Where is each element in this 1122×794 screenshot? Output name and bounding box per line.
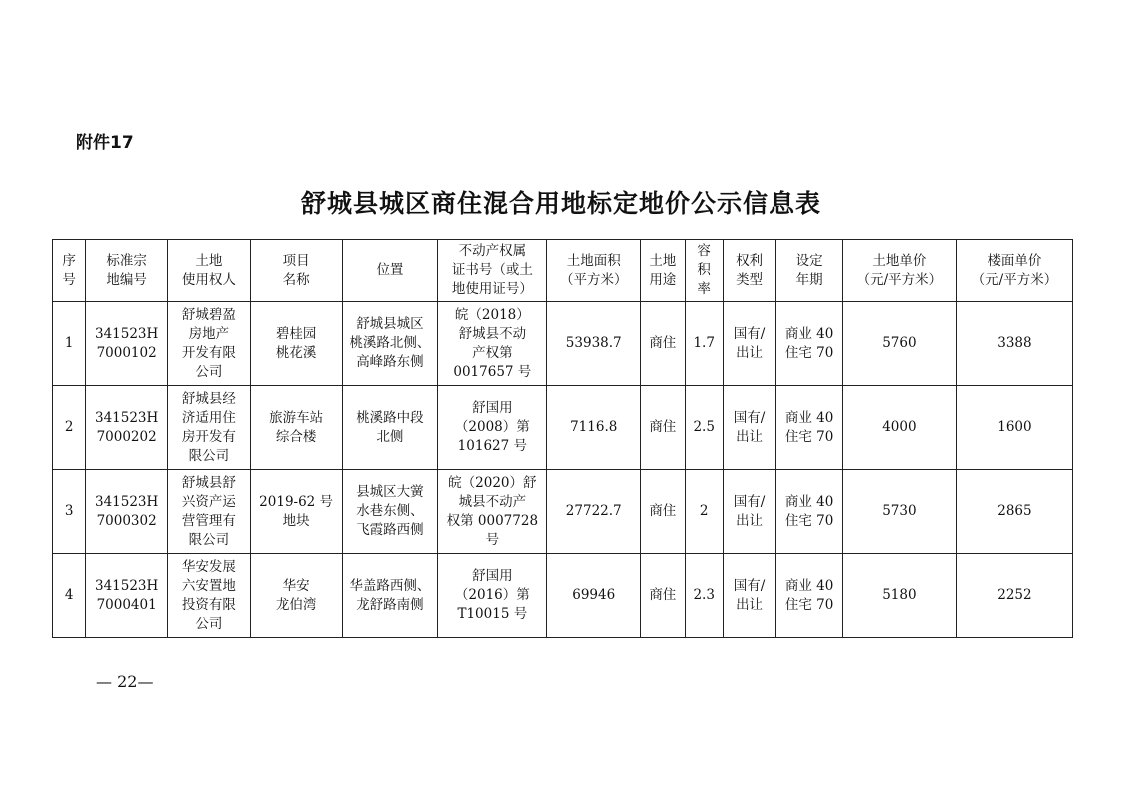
cell-land-price: 5180 <box>842 554 956 638</box>
cell-floor-price: 2865 <box>956 470 1072 554</box>
cell-location: 桃溪路中段 北侧 <box>342 386 438 470</box>
cell-seq: 2 <box>53 386 86 470</box>
cell-owner: 舒城县舒 兴资产运 营管理有 限公司 <box>168 470 251 554</box>
cell-far: 2.3 <box>685 554 723 638</box>
cell-project: 旅游车站 综合楼 <box>250 386 342 470</box>
header-code: 标准宗 地编号 <box>86 240 168 302</box>
cell-term: 商业 40 住宅 70 <box>776 386 843 470</box>
page-title: 舒城县城区商住混合用地标定地价公示信息表 <box>300 189 821 218</box>
cell-right-type: 国有/ 出让 <box>723 470 775 554</box>
header-owner: 土地 使用权人 <box>168 240 251 302</box>
cell-floor-price: 1600 <box>956 386 1072 470</box>
header-use: 土地 用途 <box>641 240 685 302</box>
cell-cert: 皖（2018） 舒城县不动 产权第 0017657 号 <box>438 302 547 386</box>
cell-cert: 舒国用 （2008）第 101627 号 <box>438 386 547 470</box>
header-term: 设定 年期 <box>776 240 843 302</box>
header-cert: 不动产权属 证书号（或土 地使用证号） <box>438 240 547 302</box>
header-far: 容 积 率 <box>685 240 723 302</box>
cell-area: 27722.7 <box>547 470 641 554</box>
cell-code: 341523H 7000302 <box>86 470 168 554</box>
cell-cert: 舒国用 （2016）第 T10015 号 <box>438 554 547 638</box>
cell-location: 县城区大黉 水巷东侧、 飞霞路西侧 <box>342 470 438 554</box>
cell-term: 商业 40 住宅 70 <box>776 554 843 638</box>
cell-location: 舒城县城区 桃溪路北侧、 高峰路东侧 <box>342 302 438 386</box>
cell-owner: 华安发展 六安置地 投资有限 公司 <box>168 554 251 638</box>
cell-location: 华盖路西侧、 龙舒路南侧 <box>342 554 438 638</box>
cell-land-price: 5730 <box>842 470 956 554</box>
cell-code: 341523H 7000401 <box>86 554 168 638</box>
cell-project: 华安 龙伯湾 <box>250 554 342 638</box>
cell-far: 2.5 <box>685 386 723 470</box>
cell-term: 商业 40 住宅 70 <box>776 302 843 386</box>
cell-seq: 3 <box>53 470 86 554</box>
cell-floor-price: 3388 <box>956 302 1072 386</box>
cell-far: 1.7 <box>685 302 723 386</box>
cell-seq: 1 <box>53 302 86 386</box>
cell-right-type: 国有/ 出让 <box>723 302 775 386</box>
cell-seq: 4 <box>53 554 86 638</box>
cell-floor-price: 2252 <box>956 554 1072 638</box>
header-seq: 序 号 <box>53 240 86 302</box>
cell-use: 商住 <box>641 386 685 470</box>
cell-code: 341523H 7000202 <box>86 386 168 470</box>
header-floor-price: 楼面单价 （元/平方米） <box>956 240 1072 302</box>
table-row <box>53 470 1073 554</box>
cell-owner: 舒城县经 济适用住 房开发有 限公司 <box>168 386 251 470</box>
cell-project: 碧桂园 桃花溪 <box>250 302 342 386</box>
cell-area: 7116.8 <box>547 386 641 470</box>
cell-area: 53938.7 <box>547 302 641 386</box>
cell-land-price: 4000 <box>842 386 956 470</box>
cell-cert: 皖（2020）舒 城县不动产 权第 0007728 号 <box>438 470 547 554</box>
cell-project: 2019-62 号 地块 <box>250 470 342 554</box>
cell-area: 69946 <box>547 554 641 638</box>
header-land-price: 土地单价 （元/平方米） <box>842 240 956 302</box>
cell-term: 商业 40 住宅 70 <box>776 470 843 554</box>
table-row <box>53 302 1073 386</box>
cell-far: 2 <box>685 470 723 554</box>
header-project: 项目 名称 <box>250 240 342 302</box>
attachment-label: 附件17 <box>76 133 134 153</box>
cell-use: 商住 <box>641 470 685 554</box>
cell-right-type: 国有/ 出让 <box>723 554 775 638</box>
table-row <box>53 554 1073 638</box>
table-row <box>53 386 1073 470</box>
header-right-type: 权利 类型 <box>723 240 775 302</box>
cell-use: 商住 <box>641 302 685 386</box>
header-location: 位置 <box>342 240 438 302</box>
table-header-row <box>53 240 1073 302</box>
cell-owner: 舒城碧盈 房地产 开发有限 公司 <box>168 302 251 386</box>
cell-use: 商住 <box>641 554 685 638</box>
header-area: 土地面积 （平方米） <box>547 240 641 302</box>
page-number: — 22— <box>96 672 154 691</box>
cell-land-price: 5760 <box>842 302 956 386</box>
cell-right-type: 国有/ 出让 <box>723 386 775 470</box>
cell-code: 341523H 7000102 <box>86 302 168 386</box>
land-price-table <box>52 239 1073 638</box>
